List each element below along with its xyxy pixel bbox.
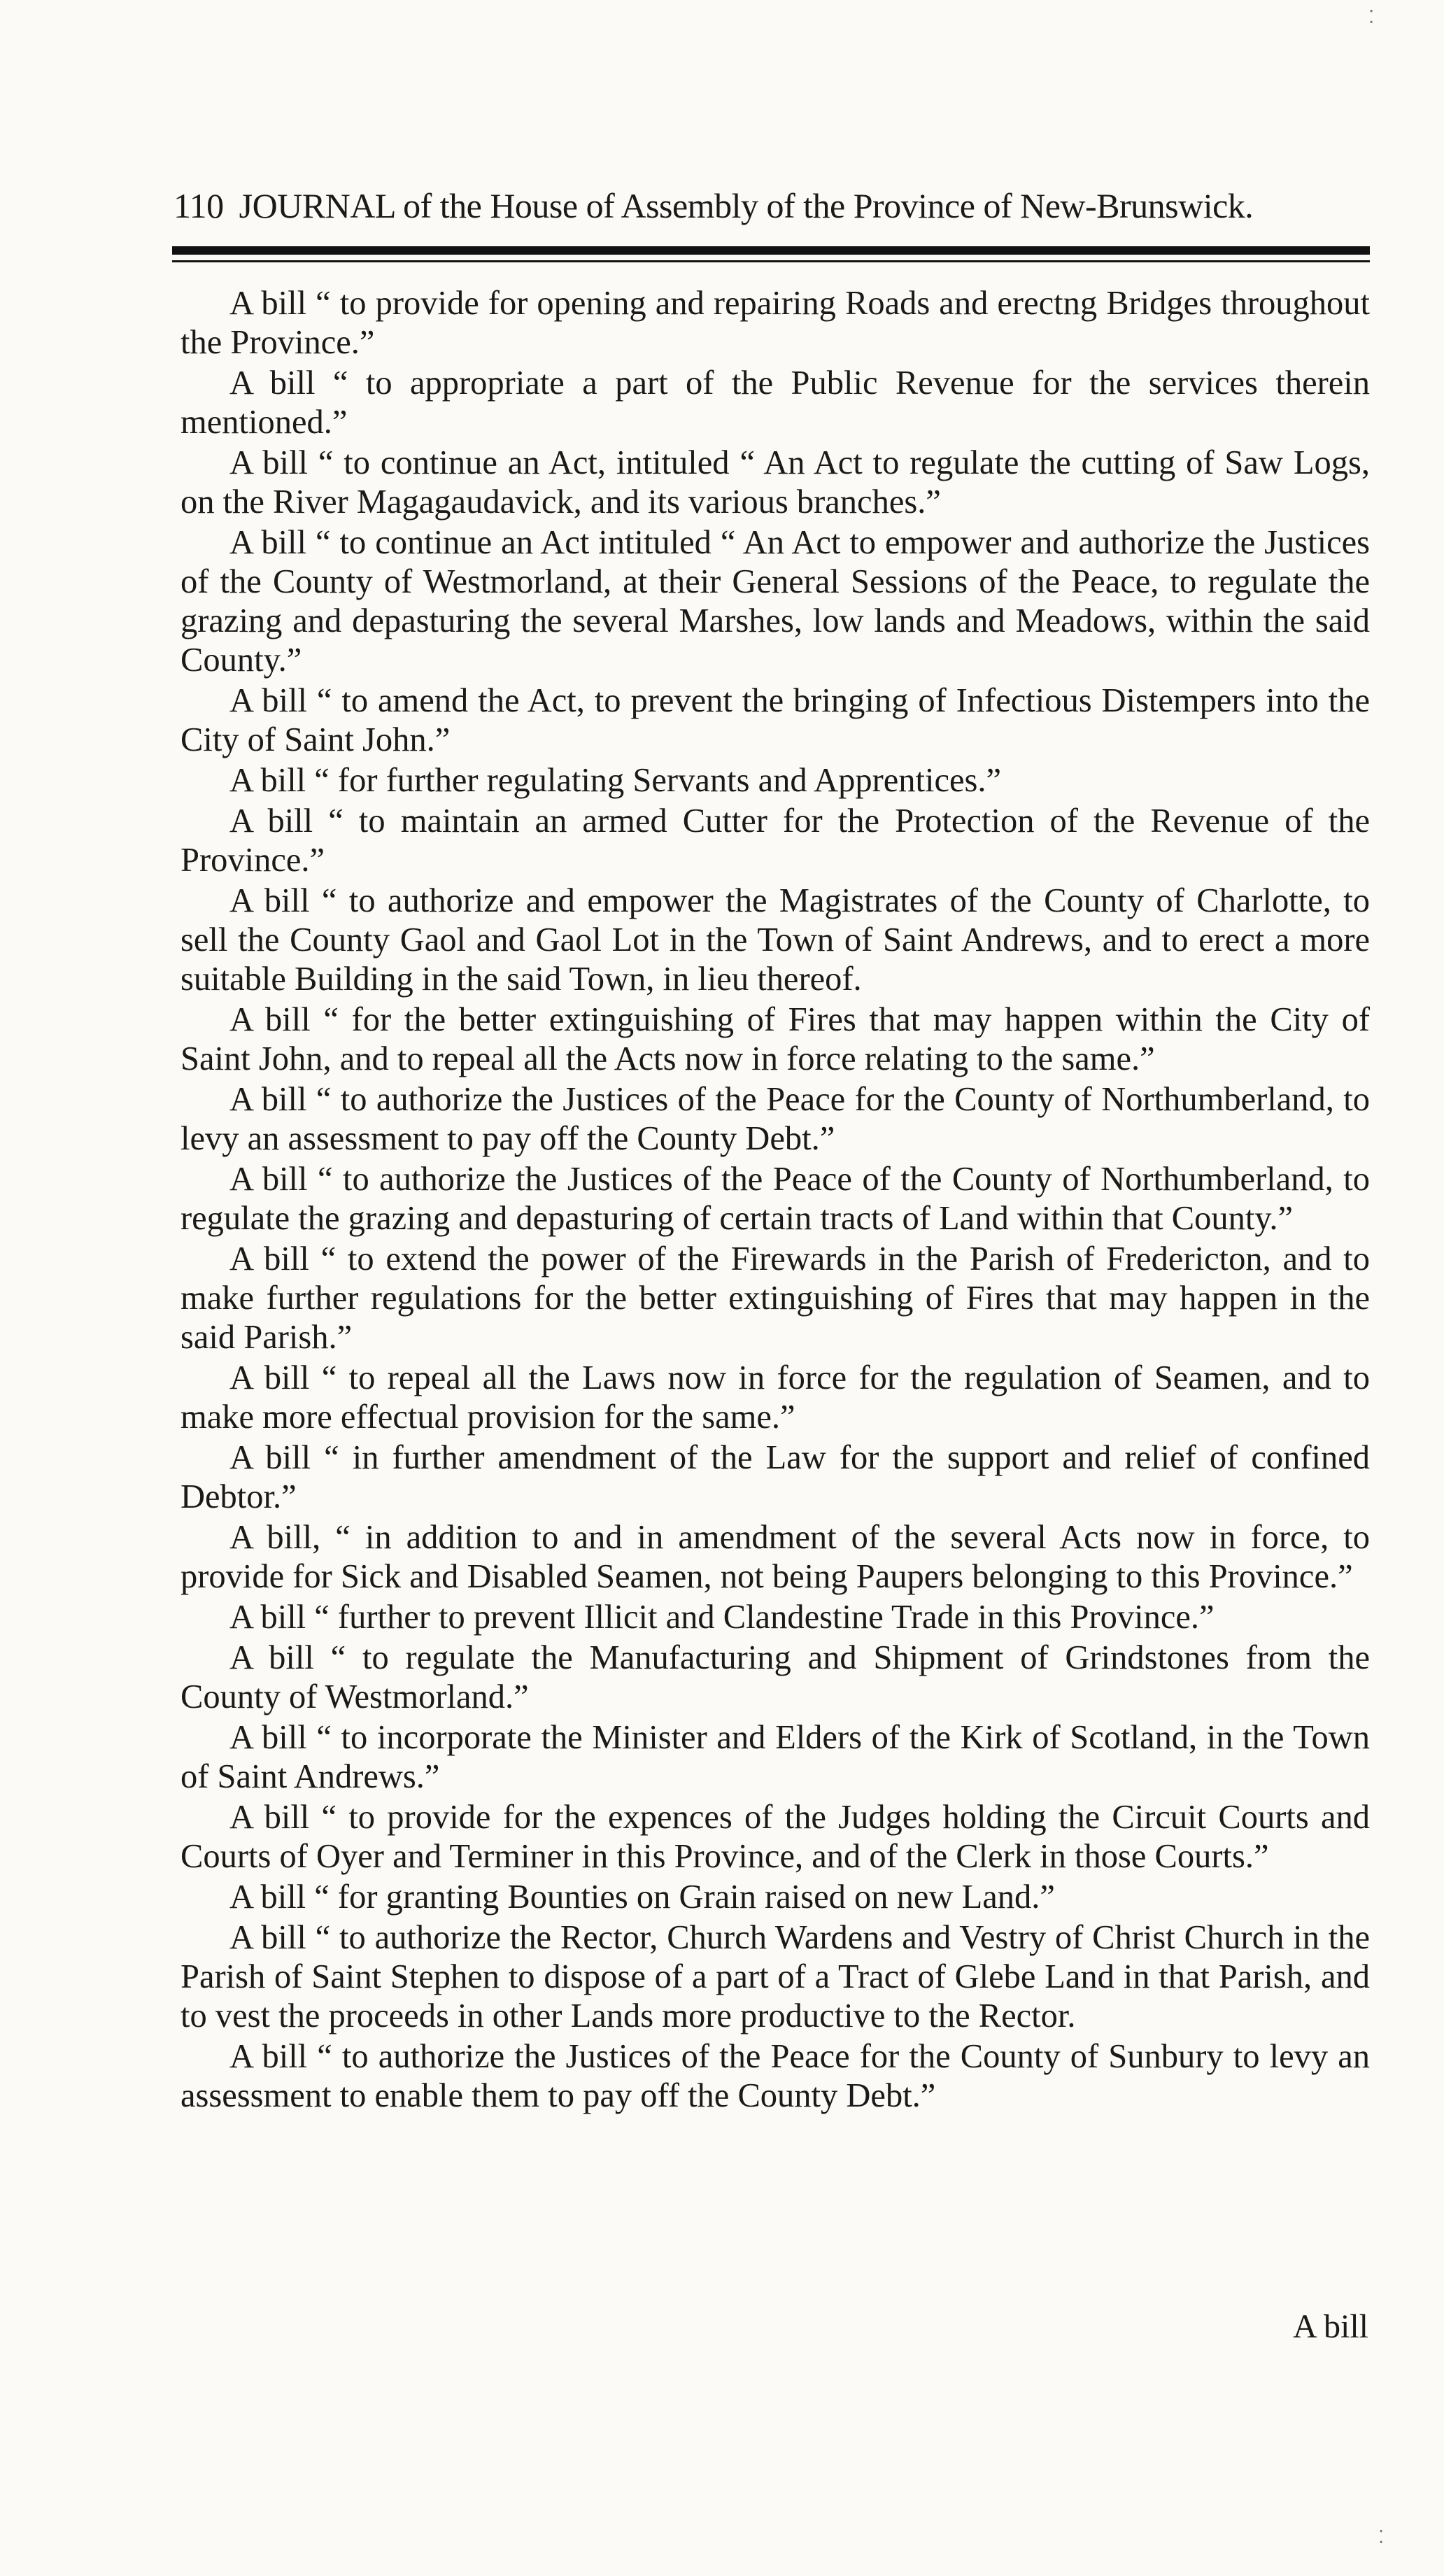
bill-entry: A bill “ to provide for opening and repairing Roads and erectng Bridges throughout the Province.”	[180, 285, 1370, 361]
bill-list	[180, 284, 1370, 2117]
bill-entry: A bill “ to authorize the Justices of the Peace of the County of Northumberland, to regulate the grazing and depasturing of certain tracts of Land within that County.”	[180, 1161, 1370, 1237]
bill-entry: A bill “ to authorize and empower the Magistrates of the County of Charlotte, to sell the County Gaol and Gaol Lot in the Town of Saint Andrews, and to erect a more suitable Building in the said Town, in lieu thereof.	[180, 882, 1370, 998]
journal-title: JOURNAL of the House of Assembly of the Province of New-Brunswick.	[239, 186, 1254, 225]
bill-entry: A bill “ for granting Bounties on Grain raised on new Land.”	[229, 1878, 1055, 1916]
bill-entry: A bill “ to continue an Act intituled “ An Act to empower and authorize the Justices of the County of Westmorland, at their General Sessions of the Peace, to regulate the grazing and depasturing the several Marshes, low lands and Meadows, within the said County.”	[180, 524, 1370, 679]
bill-entry: A bill “ to appropriate a part of the Public Revenue for the services therein mentioned.”	[180, 365, 1370, 441]
catchword: A bill	[1292, 2308, 1368, 2345]
bill-entry: A bill “ further to prevent Illicit and Clandestine Trade in this Province.”	[229, 1599, 1215, 1636]
bill-entry: A bill “ for the better extinguishing of Fires that may happen within the City of Saint John, and to repeal all the Acts now in force relating to the same.”	[180, 1001, 1370, 1077]
bill-entry: A bill “ to maintain an armed Cutter for the Protection of the Revenue of the Province.”	[180, 802, 1370, 879]
bill-entry: A bill “ to amend the Act, to prevent the bringing of Infectious Distempers into the City of Saint John.”	[180, 682, 1370, 758]
bill-entry: A bill “ to incorporate the Minister and Elders of the Kirk of Scotland, in the Town of Saint Andrews.”	[180, 1719, 1370, 1795]
page-number: 110	[174, 186, 224, 225]
corner-mark-top: ⁚	[1368, 7, 1375, 27]
bill-entry: A bill “ to authorize the Justices of the Peace for the County of Northumberland, to levy an assessment to pay off the County Debt.”	[180, 1081, 1370, 1157]
bill-entry: A bill “ to repeal all the Laws now in force for the regulation of Seamen, and to make more effectual provision for the same.”	[180, 1359, 1370, 1436]
bill-entry: A bill “ to extend the power of the Firewards in the Parish of Fredericton, and to make further regulations for the better extinguishing of Fires that may happen in the said Parish.”	[180, 1240, 1370, 1356]
bill-entry: A bill “ for further regulating Servants and Apprentices.”	[229, 762, 1002, 799]
header-rule-thin	[172, 260, 1370, 262]
bill-entry: A bill “ in further amendment of the Law for the support and relief of confined Debtor.”	[180, 1439, 1370, 1515]
bill-entry: A bill “ to regulate the Manufacturing and Shipment of Grindstones from the County of Westmorland.”	[180, 1639, 1370, 1715]
bill-entry: A bill “ to authorize the Rector, Church Wardens and Vestry of Christ Church in the Parish of Saint Stephen to dispose of a part of a Tract of Glebe Land in that Parish, and to vest the proceeds in other Lands more productive to the Rector.	[180, 1919, 1370, 2034]
running-header	[174, 183, 1370, 228]
corner-mark-bottom: ⁚	[1378, 2527, 1385, 2547]
bill-entry: A bill, “ in addition to and in amendment of the several Acts now in force, to provide for Sick and Disabled Seamen, not being Paupers belonging to this Province.”	[180, 1519, 1370, 1595]
header-rule-thick	[172, 246, 1370, 255]
bill-entry: A bill “ to authorize the Justices of the Peace for the County of Sunbury to levy an assessment to enable them to pay off the County Debt.”	[180, 2038, 1370, 2114]
bill-entry: A bill “ to provide for the expences of the Judges holding the Circuit Courts and Courts of Oyer and Terminer in this Province, and of the Clerk in those Courts.”	[180, 1799, 1370, 1875]
bill-entry: A bill “ to continue an Act, intituled “ An Act to regulate the cutting of Saw Logs, on the River Magagaudavick, and its various branches.”	[180, 444, 1370, 521]
